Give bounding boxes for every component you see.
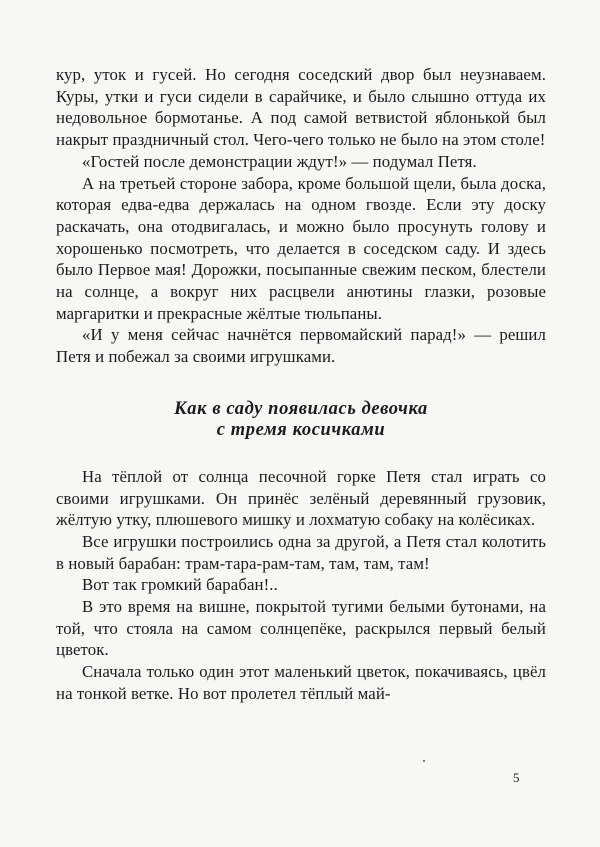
chapter-heading-line-2: с тремя косичками [216,419,386,440]
page-number: 5 [513,770,520,785]
paragraph: «Гостей после демонстрации ждут!» — подумал Петя. [82,151,477,171]
paragraph: «И у меня сейчас начнётся первомайский парад!» — решил Петя и побежал за своими игрушками. [56,325,546,367]
book-page [56,64,546,705]
paragraph: Все игрушки построились одна за другой, а Петя стал колотить в новый барабан: трам-тара-рам-там, там, там, там! [56,531,546,573]
paragraph: А на третьей стороне забора, кроме большой щели, была доска, которая едва-едва держалась на одном гвозде. Если эту доску раскачать, она отодвигалась, и можно было просунуть голову и хорошенько посмотреть, что делается в соседском саду. И здесь было Первое мая! Дорожки, посыпанные свежим песком, блестели на солнце, а вокруг них расцвели анютины глазки, розовые маргаритки и прекрасные жёлтые тюльпаны. [56,173,546,323]
paragraph: На тёплой от солнца песочной горке Петя стал играть со своими игрушками. Он принёс зелёный деревянный грузовик, жёлтую утку, плюшевого мишку и лохматую собаку на колёсиках. [56,466,546,530]
chapter-heading-line-1: Как в саду появилась девочка [174,398,428,419]
print-speck [423,760,425,762]
paragraph: Сначала только один этот маленький цветок, покачиваясь, цвёл на тонкой ветке. Но вот пролетел тёплый май- [56,662,546,703]
paragraph: Вот так громкий барабан!.. [82,575,278,595]
chapter-heading [56,399,546,441]
paragraph: кур, уток и гусей. Но сегодня соседский двор был неузнаваем. Куры, утки и гуси сидели в сарайчике, и было слышно оттуда их недовольное бормотанье. А под самой ветвистой яблонькой был накрыт праздничный стол. Чего-чего только не было на этом столе! [56,65,546,150]
paragraph: В это время на вишне, покрытой тугими белыми бутонами, на той, что стояла на самом солнцепёке, раскрылся первый белый цветок. [56,597,546,660]
